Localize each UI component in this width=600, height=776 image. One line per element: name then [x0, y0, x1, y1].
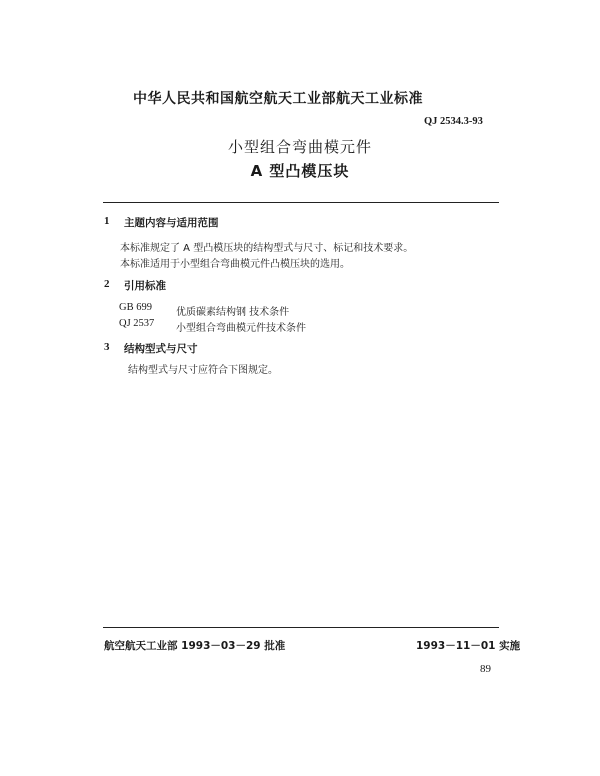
section-1-number: 1	[104, 215, 110, 227]
document-title-line2: A 型凸模压块	[250, 162, 350, 180]
standard-title: 中华人民共和国航空航天工业部航天工业标准	[133, 91, 423, 107]
section-3-number: 3	[104, 341, 110, 353]
section-1-paragraph-1: 本标准规定了 A 型凸模压块的结构型式与尺寸、标记和技术要求。	[120, 243, 414, 254]
standard-number: QJ 2534.3-93	[424, 116, 483, 127]
section-2-number: 2	[104, 278, 110, 290]
section-3-title: 结构型式与尺寸	[124, 343, 198, 355]
approval-info: 航空航天工业部 1993－03－29 批准	[104, 640, 286, 652]
footer-divider	[103, 627, 499, 628]
implementation-date: 1993－11－01 实施	[416, 640, 521, 652]
page-number: 89	[480, 663, 491, 675]
section-1-paragraph-2: 本标准适用于小型组合弯曲模元件凸模压块的选用。	[120, 259, 350, 270]
document-title-line1: 小型组合弯曲模元件	[227, 138, 372, 156]
section-1-title: 主题内容与适用范围	[124, 217, 219, 229]
reference-name: 优质碳素结构钢 技术条件	[176, 307, 290, 318]
header-divider	[103, 202, 499, 203]
section-3-paragraph-1: 结构型式与尺寸应符合下图规定。	[128, 365, 278, 376]
reference-code: QJ 2537	[119, 318, 155, 329]
reference-name: 小型组合弯曲模元件技术条件	[176, 323, 306, 334]
section-2-title: 引用标准	[124, 280, 166, 292]
reference-code: GB 699	[119, 302, 152, 313]
